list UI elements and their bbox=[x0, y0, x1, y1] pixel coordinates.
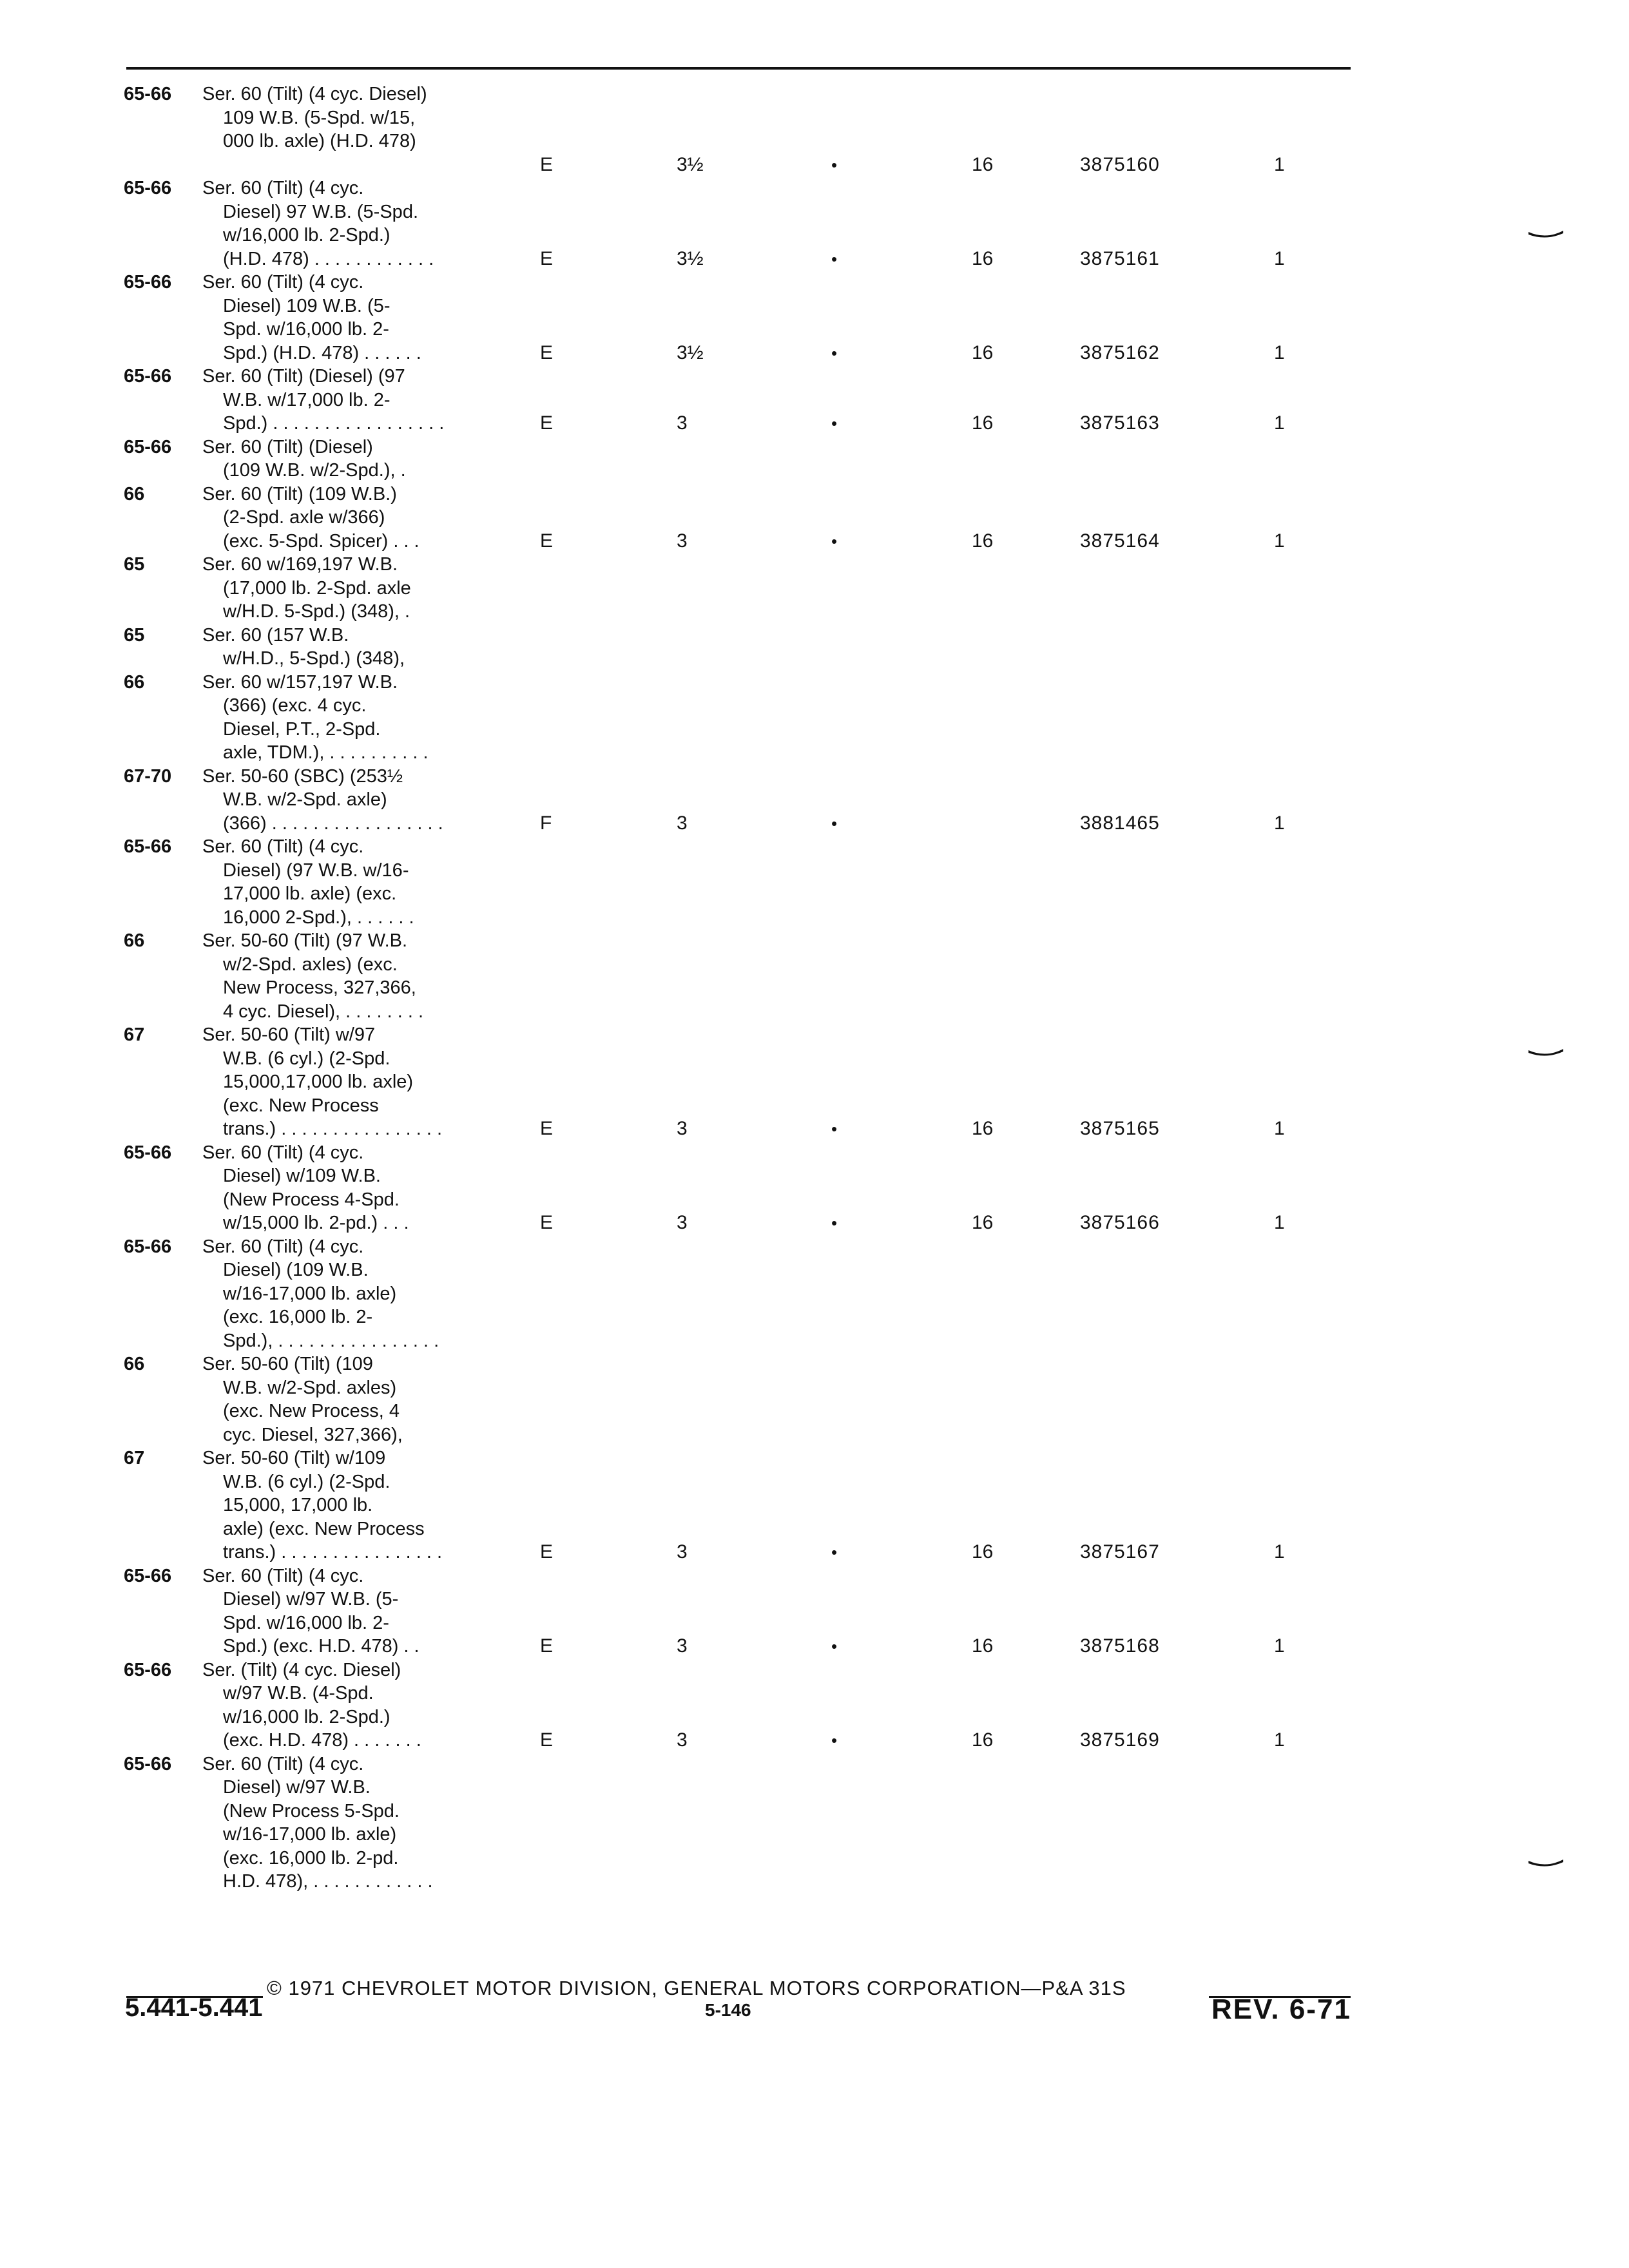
type-code: E bbox=[540, 247, 554, 269]
model-years: 66 bbox=[124, 671, 145, 693]
description-line: Ser. 50-60 (Tilt) (97 W.B. bbox=[202, 930, 408, 951]
units-per-package: 1 bbox=[1274, 247, 1285, 269]
copyright-text: © 1971 CHEVROLET MOTOR DIVISION, GENERAL MOTORS CORPORATION—P&A 31S bbox=[267, 1977, 1126, 1999]
description-line: Ser. 50-60 (Tilt) (109 bbox=[202, 1354, 373, 1374]
size-value: 3 bbox=[677, 1118, 688, 1139]
type-code: E bbox=[540, 1541, 554, 1562]
revision-code: REV. 6-71 bbox=[1211, 1994, 1351, 2025]
description-line: Diesel, P.T., 2-Spd. bbox=[223, 718, 381, 740]
description-line: w/H.D., 5-Spd.) (348), bbox=[223, 648, 405, 669]
description-line: 109 W.B. (5-Spd. w/15, bbox=[223, 107, 416, 128]
quantity: 16 bbox=[972, 341, 994, 363]
quantity: 16 bbox=[972, 412, 994, 434]
description-line: Spd.) . . . . . . . . . . . . . . . . . bbox=[223, 413, 445, 434]
description-line: (366) . . . . . . . . . . . . . . . . . bbox=[223, 812, 443, 834]
description-line: axle) (exc. New Process bbox=[223, 1518, 425, 1539]
part-number: 3875164 bbox=[1080, 530, 1160, 552]
description-line: w/16-17,000 lb. axle) bbox=[223, 1824, 397, 1845]
description-line: (2-Spd. axle w/366) bbox=[223, 507, 385, 528]
description-line: (exc. New Process bbox=[223, 1095, 379, 1116]
description-line: (New Process 4-Spd. bbox=[223, 1189, 400, 1210]
description-line: w/15,000 lb. 2-pd.) . . . bbox=[223, 1213, 409, 1233]
bullet-mark: • bbox=[831, 414, 838, 433]
bullet-mark: • bbox=[831, 1119, 838, 1139]
description-line: Diesel) 97 W.B. (5-Spd. bbox=[223, 201, 418, 222]
part-number: 3875168 bbox=[1080, 1635, 1160, 1657]
application-description bbox=[202, 1658, 486, 1753]
description-line: (exc. 16,000 lb. 2- bbox=[223, 1307, 373, 1327]
description-line: W.B. w/2-Spd. axle) bbox=[223, 789, 387, 810]
description-line: w/2-Spd. axles) (exc. bbox=[223, 954, 398, 975]
bullet-mark: • bbox=[831, 531, 838, 551]
bullet-mark: • bbox=[831, 1731, 838, 1750]
description-line: 15,000, 17,000 lb. bbox=[223, 1495, 373, 1515]
model-years: 65-66 bbox=[124, 1142, 172, 1163]
model-years: 66 bbox=[124, 1354, 145, 1374]
description-line: Ser. 60 w/157,197 W.B. bbox=[202, 671, 398, 693]
units-per-package: 1 bbox=[1274, 1212, 1285, 1233]
model-years: 67 bbox=[124, 1448, 145, 1468]
model-years: 65-66 bbox=[124, 836, 172, 857]
application-description bbox=[202, 671, 486, 765]
units-per-package: 1 bbox=[1274, 1541, 1285, 1562]
application-description bbox=[202, 1753, 486, 1894]
description-line: Spd.) (exc. H.D. 478) . . bbox=[223, 1636, 419, 1657]
description-line: 15,000,17,000 lb. axle) bbox=[223, 1072, 414, 1092]
description-line: Ser. 60 (Tilt) (4 cyc. bbox=[202, 1142, 364, 1163]
units-per-package: 1 bbox=[1274, 1635, 1285, 1657]
description-line: w/97 W.B. (4-Spd. bbox=[223, 1683, 374, 1704]
description-line: (New Process 5-Spd. bbox=[223, 1800, 400, 1821]
size-value: 3½ bbox=[677, 153, 704, 175]
description-line: Spd.) (H.D. 478) . . . . . . bbox=[223, 342, 421, 363]
description-line: (109 W.B. w/2-Spd.), . bbox=[223, 460, 406, 481]
application-description bbox=[202, 365, 486, 436]
description-line: Ser. (Tilt) (4 cyc. Diesel) bbox=[202, 1659, 401, 1680]
application-description bbox=[202, 1235, 486, 1353]
units-per-package: 1 bbox=[1274, 530, 1285, 552]
part-number: 3875163 bbox=[1080, 412, 1160, 434]
type-code: F bbox=[540, 812, 552, 834]
description-line: Ser. 60 (Tilt) (4 cyc. bbox=[202, 1565, 364, 1586]
bullet-mark: • bbox=[831, 249, 838, 269]
quantity: 16 bbox=[972, 153, 994, 175]
description-line: Ser. 60 (Tilt) (4 cyc. bbox=[202, 1753, 364, 1774]
size-value: 3 bbox=[677, 412, 688, 434]
description-line: (H.D. 478) . . . . . . . . . . . . bbox=[223, 248, 434, 269]
description-line: Diesel) 109 W.B. (5- bbox=[223, 295, 390, 316]
application-description bbox=[202, 1023, 486, 1141]
quantity: 16 bbox=[972, 1635, 994, 1657]
part-number: 3875169 bbox=[1080, 1729, 1160, 1751]
size-value: 3½ bbox=[677, 247, 704, 269]
part-number: 3875165 bbox=[1080, 1118, 1160, 1139]
part-number: 3881465 bbox=[1080, 812, 1160, 834]
description-line: w/H.D. 5-Spd.) (348), . bbox=[223, 601, 410, 622]
description-line: w/16,000 lb. 2-Spd.) bbox=[223, 1706, 390, 1727]
description-line: Spd. w/16,000 lb. 2- bbox=[223, 1612, 389, 1633]
application-description bbox=[202, 177, 486, 271]
description-line: (exc. 5-Spd. Spicer) . . . bbox=[223, 530, 419, 552]
application-description bbox=[202, 553, 486, 624]
size-value: 3 bbox=[677, 530, 688, 552]
model-years: 67 bbox=[124, 1024, 145, 1045]
model-years: 65-66 bbox=[124, 366, 172, 387]
edge-tab-mark bbox=[1528, 1858, 1563, 1867]
description-line: Spd. w/16,000 lb. 2- bbox=[223, 319, 389, 340]
description-line: Ser. 60 (Tilt) (4 cyc. Diesel) bbox=[202, 84, 427, 104]
description-line: Ser. 60 (Tilt) (Diesel) bbox=[202, 436, 373, 457]
application-description bbox=[202, 1564, 486, 1658]
model-years: 65 bbox=[124, 554, 145, 575]
description-line: Ser. 60 (Tilt) (4 cyc. bbox=[202, 272, 364, 293]
units-per-package: 1 bbox=[1274, 341, 1285, 363]
units-per-package: 1 bbox=[1274, 812, 1285, 834]
description-line: axle, TDM.), . . . . . . . . . . bbox=[223, 742, 429, 763]
description-line: W.B. (6 cyl.) (2-Spd. bbox=[223, 1048, 390, 1069]
part-number: 3875167 bbox=[1080, 1541, 1160, 1562]
description-line: 16,000 2-Spd.), . . . . . . bbox=[223, 907, 414, 928]
description-line: Spd.), . . . . . . . . . . . . . . . . bbox=[223, 1330, 439, 1351]
units-per-package: 1 bbox=[1274, 1118, 1285, 1139]
description-line: w/16-17,000 lb. axle) bbox=[223, 1283, 397, 1304]
description-line: Ser. 60 (157 W.B. bbox=[202, 624, 349, 646]
description-line: (exc. H.D. 478) . . . . . . . bbox=[223, 1730, 421, 1751]
application-description bbox=[202, 835, 486, 929]
application-description bbox=[202, 483, 486, 553]
type-code: E bbox=[540, 341, 554, 363]
model-years: 65-66 bbox=[124, 1236, 172, 1257]
type-code: E bbox=[540, 1729, 554, 1751]
model-years: 65-66 bbox=[124, 84, 172, 104]
application-description bbox=[202, 765, 486, 836]
model-years: 65-66 bbox=[124, 1753, 172, 1774]
quantity: 16 bbox=[972, 247, 994, 269]
quantity: 16 bbox=[972, 1541, 994, 1562]
description-line: (17,000 lb. 2-Spd. axle bbox=[223, 577, 411, 599]
description-line: 4 cyc. Diesel), . . . . . . . . bbox=[223, 1001, 424, 1022]
bullet-mark: • bbox=[831, 1213, 838, 1233]
application-description bbox=[202, 1352, 486, 1446]
application-description bbox=[202, 271, 486, 365]
bullet-mark: • bbox=[831, 813, 838, 833]
description-line: Diesel) w/97 W.B. bbox=[223, 1777, 371, 1798]
description-line: H.D. 478), . . . . . . . . . . . . bbox=[223, 1871, 433, 1892]
description-line: Ser. 60 (Tilt) (Diesel) (97 bbox=[202, 366, 405, 387]
edge-tab-mark bbox=[1528, 1048, 1563, 1057]
description-line: cyc. Diesel, 327,366), bbox=[223, 1424, 403, 1445]
application-description bbox=[202, 1446, 486, 1564]
description-line: Diesel) w/109 W.B. bbox=[223, 1166, 381, 1186]
edge-tab-mark bbox=[1528, 229, 1563, 238]
section-code: 5.441-5.441 bbox=[125, 1994, 263, 2022]
description-line: W.B. w/2-Spd. axles) bbox=[223, 1377, 397, 1398]
size-value: 3 bbox=[677, 1541, 688, 1562]
description-line: Diesel) (97 W.B. w/16- bbox=[223, 860, 409, 881]
application-description bbox=[202, 624, 486, 671]
units-per-package: 1 bbox=[1274, 153, 1285, 175]
description-line: W.B. w/17,000 lb. 2- bbox=[223, 389, 390, 410]
description-line: (exc. New Process, 4 bbox=[223, 1401, 400, 1421]
bullet-mark: • bbox=[831, 343, 838, 363]
quantity: 16 bbox=[972, 1729, 994, 1751]
description-line: trans.) . . . . . . . . . . . . . . . . bbox=[223, 1542, 443, 1562]
model-years: 65 bbox=[124, 624, 145, 646]
description-line: Ser. 60 (Tilt) (4 cyc. bbox=[202, 178, 364, 198]
description-line: Ser. 60 w/169,197 W.B. bbox=[202, 554, 398, 575]
description-line: W.B. (6 cyl.) (2-Spd. bbox=[223, 1471, 390, 1492]
model-years: 65-66 bbox=[124, 1565, 172, 1586]
quantity: 16 bbox=[972, 1212, 994, 1233]
application-description bbox=[202, 929, 486, 1023]
description-line: Ser. 50-60 (Tilt) w/97 bbox=[202, 1024, 376, 1045]
type-code: E bbox=[540, 1212, 554, 1233]
bullet-mark: • bbox=[831, 1542, 838, 1562]
model-years: 67-70 bbox=[124, 765, 172, 787]
type-code: E bbox=[540, 530, 554, 552]
size-value: 3 bbox=[677, 1212, 688, 1233]
description-line: Diesel) w/97 W.B. (5- bbox=[223, 1589, 399, 1610]
application-description bbox=[202, 436, 486, 483]
description-line: Diesel) (109 W.B. bbox=[223, 1260, 369, 1280]
description-line: Ser. 50-60 (Tilt) w/109 bbox=[202, 1448, 386, 1468]
description-line: 000 lb. axle) (H.D. 478) bbox=[223, 131, 416, 151]
description-line: Ser. 50-60 (SBC) (253½ bbox=[202, 765, 403, 787]
part-number: 3875166 bbox=[1080, 1212, 1160, 1233]
units-per-package: 1 bbox=[1274, 1729, 1285, 1751]
type-code: E bbox=[540, 1118, 554, 1139]
application-description bbox=[202, 82, 486, 177]
model-years: 65-66 bbox=[124, 178, 172, 198]
size-value: 3½ bbox=[677, 341, 704, 363]
description-line bbox=[202, 153, 486, 177]
quantity: 16 bbox=[972, 1118, 994, 1139]
page-number: 5-146 bbox=[705, 2000, 751, 2020]
type-code: E bbox=[540, 1635, 554, 1657]
application-description bbox=[202, 1141, 486, 1235]
description-line: (366) (exc. 4 cyc. bbox=[223, 695, 367, 716]
bullet-mark: • bbox=[831, 1637, 838, 1656]
part-number: 3875161 bbox=[1080, 247, 1160, 269]
model-years: 65-66 bbox=[124, 1659, 172, 1680]
description-line: w/16,000 lb. 2-Spd.) bbox=[223, 225, 390, 245]
units-per-package: 1 bbox=[1274, 412, 1285, 434]
part-number: 3875160 bbox=[1080, 153, 1160, 175]
type-code: E bbox=[540, 412, 554, 434]
model-years: 65-66 bbox=[124, 272, 172, 293]
size-value: 3 bbox=[677, 1635, 688, 1657]
description-line: Ser. 60 (Tilt) (4 cyc. bbox=[202, 1236, 364, 1257]
size-value: 3 bbox=[677, 812, 688, 834]
description-line: 17,000 lb. axle) (exc. bbox=[223, 883, 397, 904]
model-years: 66 bbox=[124, 483, 145, 505]
description-line: New Process, 327,366, bbox=[223, 977, 416, 998]
model-years: 66 bbox=[124, 930, 145, 951]
description-line: (exc. 16,000 lb. 2-pd. bbox=[223, 1847, 399, 1869]
quantity: 16 bbox=[972, 530, 994, 552]
type-code: E bbox=[540, 153, 554, 175]
bullet-mark: • bbox=[831, 155, 838, 175]
description-line: Ser. 60 (Tilt) (4 cyc. bbox=[202, 836, 364, 857]
size-value: 3 bbox=[677, 1729, 688, 1751]
description-line: trans.) . . . . . . . . . . . . . . . . bbox=[223, 1119, 443, 1139]
model-years: 65-66 bbox=[124, 436, 172, 457]
description-line: Ser. 60 (Tilt) (109 W.B.) bbox=[202, 483, 397, 505]
part-number: 3875162 bbox=[1080, 341, 1160, 363]
